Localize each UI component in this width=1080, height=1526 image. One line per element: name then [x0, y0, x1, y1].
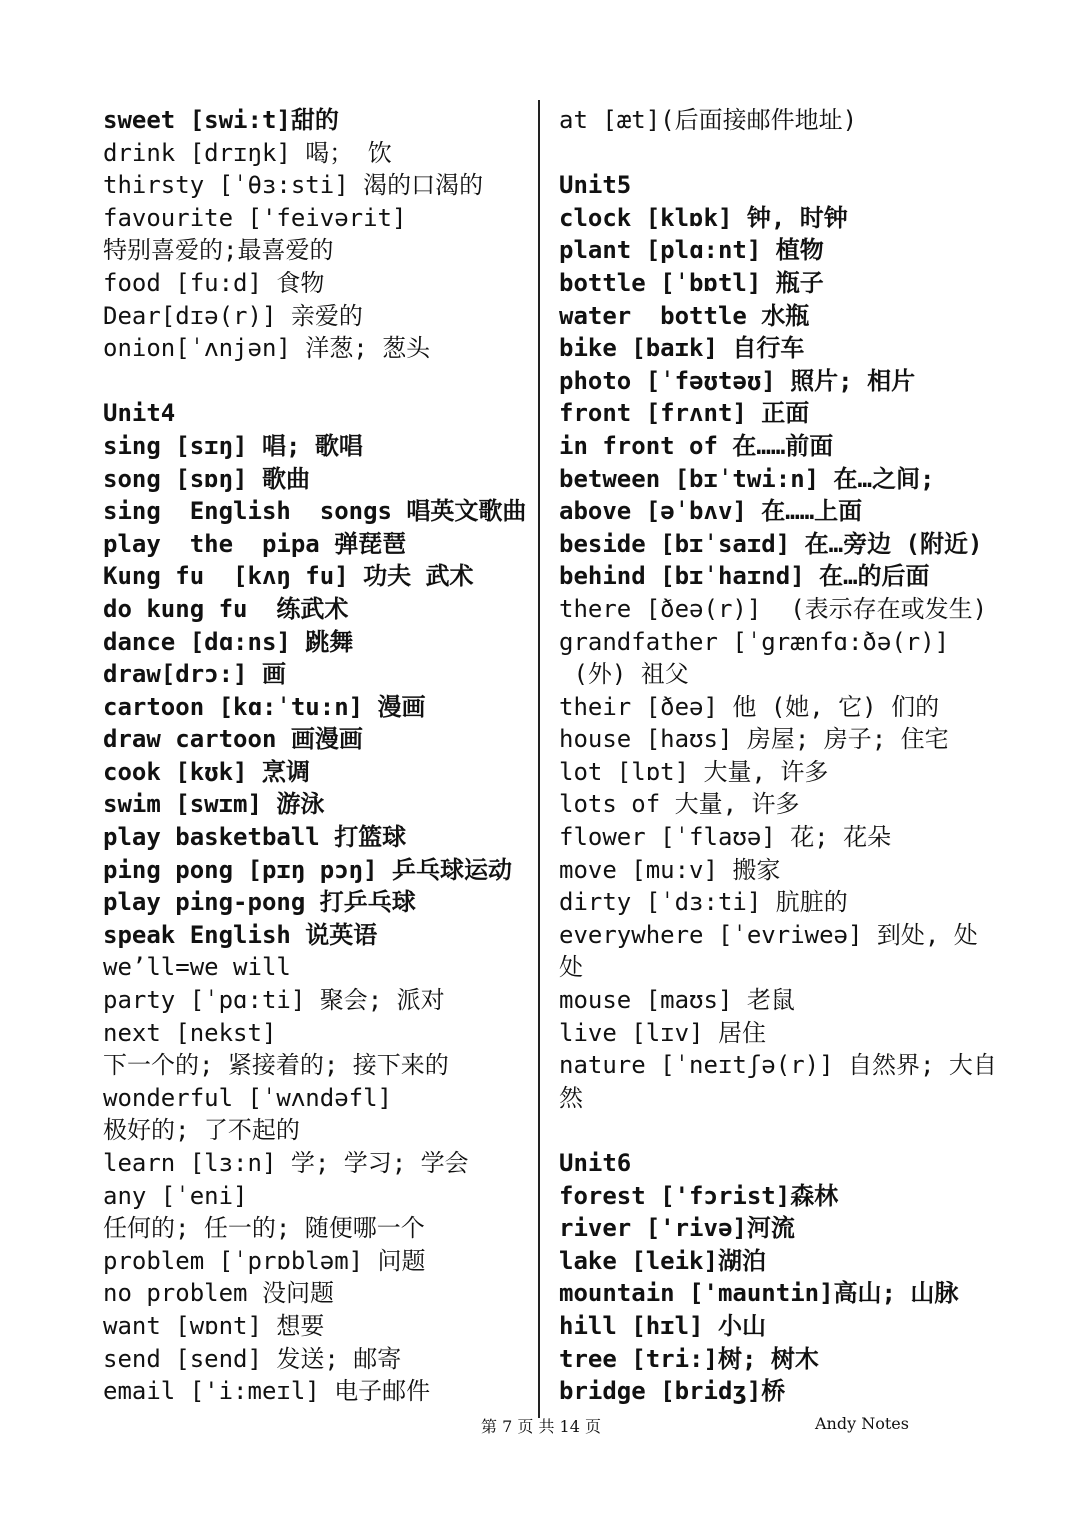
- vocab-line: flower [ˈflaʊə] 花; 花朵: [559, 823, 892, 852]
- vocab-line: send [send] 发送; 邮寄: [103, 1344, 402, 1373]
- vocab-line: 任何的; 任一的; 随便哪一个: [103, 1214, 425, 1243]
- vocab-line: above [əˈbʌv] 在……上面: [559, 497, 863, 526]
- vocab-line: do kung fu 练武术: [103, 594, 349, 623]
- vocab-line: beside [bɪˈsaɪd] 在…旁边 (附近): [559, 529, 983, 558]
- vocab-line: ping pong [pɪŋ pɔŋ] 乒乓球运动: [103, 855, 512, 884]
- vocab-line: draw[drɔ:] 画: [103, 660, 286, 689]
- vocab-line: cartoon [kɑ:ˈtu:n] 漫画: [103, 692, 426, 721]
- vocab-line: everywhere [ˈevriweə] 到处, 处: [559, 920, 978, 949]
- vocab-line: bottle [ˈbɒtl] 瓶子: [559, 268, 824, 297]
- vocab-line: play basketball 打篮球: [103, 823, 407, 852]
- vocab-line: river ['rivə]河流: [559, 1214, 795, 1243]
- vocab-line: behind [bɪˈhaɪnd] 在…的后面: [559, 562, 930, 591]
- vocab-line: mountain ['mauntin]高山; 山脉: [559, 1279, 959, 1308]
- vocab-line: Unit6: [559, 1149, 632, 1177]
- vocab-line: no problem 没问题: [103, 1279, 334, 1308]
- vocab-line: bike [baɪk] 自行车: [559, 334, 805, 363]
- vocab-line: nature [ˈneɪtʃə(r)] 自然界; 大自: [559, 1051, 997, 1080]
- vocab-line: swim [swɪm] 游泳: [103, 790, 325, 819]
- vocab-line: email ['i:meɪl] 电子邮件: [103, 1377, 431, 1406]
- vocab-line: any [ˈeni]: [103, 1181, 248, 1210]
- page-number: 第 7 页 共 14 页: [481, 1417, 601, 1436]
- vocab-line: dirty [ˈdɜ:ti] 肮脏的: [559, 888, 848, 917]
- vocab-line: tree [tri:]树; 树木: [559, 1344, 819, 1373]
- vocab-line: onion[ˈʌnjən] 洋葱; 葱头: [103, 334, 431, 363]
- vocab-line: lot [lɒt] 大量, 许多: [559, 757, 829, 786]
- blank-line: [559, 137, 984, 170]
- vocab-line: play the pipa 弹琵琶: [103, 529, 407, 558]
- vocab-line: 然: [559, 1083, 583, 1112]
- vocab-line: move [mu:v] 搬家: [559, 855, 781, 884]
- vocab-line: lots of 大量, 许多: [559, 790, 800, 819]
- vocab-line: favourite ['feivərit]: [103, 203, 407, 232]
- vocab-line: want [wɒnt] 想要: [103, 1311, 325, 1340]
- vocab-line: sing English songs 唱英文歌曲: [103, 497, 527, 526]
- vocab-line: Unit4: [103, 399, 176, 428]
- vocab-line: dance [dɑ:ns] 跳舞: [103, 627, 354, 656]
- vocab-line: Dear[dɪə(r)] 亲爱的: [103, 301, 363, 330]
- vocab-line: learn [lɜ:n] 学; 学习; 学会: [103, 1149, 469, 1177]
- vocab-line: photo [ˈfəʊtəʊ] 照片; 相片: [559, 366, 916, 395]
- vocab-line: sing [sɪŋ] 唱; 歌唱: [103, 431, 363, 460]
- vocab-line: hill [hɪl] 小山: [559, 1311, 766, 1340]
- vocab-line: party [ˈpɑ:ti] 聚会; 派对: [103, 986, 445, 1015]
- vocab-line: drink [drɪŋk] 喝； 饮: [103, 138, 392, 167]
- vocab-line: play ping-pong 打乒乓球: [103, 888, 416, 917]
- vocab-line: 极好的; 了不起的: [103, 1116, 300, 1145]
- vocab-line: lake [leik]湖泊: [559, 1246, 766, 1275]
- vocab-line: (外) 祖父: [559, 660, 689, 689]
- vocab-line: thirsty [ˈθɜ:sti] 渴的口渴的: [103, 171, 484, 200]
- vocab-line: problem [ˈprɒbləm] 问题: [103, 1246, 426, 1275]
- vocab-line: 下一个的; 紧接着的; 接下来的: [103, 1051, 449, 1080]
- vocab-line: mouse [maʊs] 老鼠: [559, 986, 795, 1015]
- vocab-line: there [ðeə(r)] (表示存在或发生): [559, 594, 988, 623]
- vocab-line: bridge [bridʒ]桥: [559, 1377, 786, 1406]
- blank-line: [559, 1114, 984, 1147]
- vocab-line: grandfather [ˈgrænfɑ:ðə(r)]: [559, 627, 950, 656]
- vocab-line: clock [klɒk] 钟, 时钟: [559, 203, 848, 232]
- vocab-line: their [ðeə] 他 (她, 它) 们的: [559, 692, 940, 721]
- vocab-line: in front of 在……前面: [559, 431, 834, 460]
- vocab-line: draw cartoon 画漫画: [103, 725, 363, 754]
- column-divider: [538, 100, 540, 1418]
- vocab-line: next [nekst]: [103, 1018, 277, 1047]
- blank-line: [103, 365, 528, 398]
- vocab-line: speak English 说英语: [103, 920, 378, 949]
- left-column: [103, 104, 528, 1408]
- vocab-line: we’ll=we will: [103, 953, 291, 982]
- vocab-line: plant [plɑ:nt] 植物: [559, 236, 824, 265]
- vocab-line: live [lɪv] 居住: [559, 1018, 766, 1047]
- vocab-line: Kung fu [kʌŋ fu] 功夫 武术: [103, 562, 474, 591]
- vocab-line: 特别喜爱的;最喜爱的: [103, 236, 334, 265]
- vocab-line: food [fu:d] 食物: [103, 268, 325, 297]
- vocab-line: song [sɒŋ] 歌曲: [103, 464, 310, 493]
- footer-brand: Andy Notes: [815, 1414, 909, 1433]
- vocab-line: house [haʊs] 房屋; 房子; 住宅: [559, 725, 949, 754]
- right-column: [559, 104, 997, 1408]
- vocab-line: front [frʌnt] 正面: [559, 399, 810, 428]
- vocab-line: Unit5: [559, 171, 632, 200]
- vocab-line: cook [kʊk] 烹调: [103, 757, 310, 786]
- vocab-line: between [bɪˈtwi:n] 在…之间;: [559, 464, 935, 493]
- vocab-line: forest ['fɔrist]森林: [559, 1181, 839, 1210]
- vocab-line: 处: [559, 953, 583, 982]
- vocab-line: wonderful [ˈwʌndəfl]: [103, 1083, 392, 1112]
- vocab-line: water bottle 水瓶: [559, 301, 810, 330]
- vocab-line: at [æt](后面接邮件地址): [559, 106, 858, 134]
- vocab-line: sweet [swi:t]甜的: [103, 106, 339, 134]
